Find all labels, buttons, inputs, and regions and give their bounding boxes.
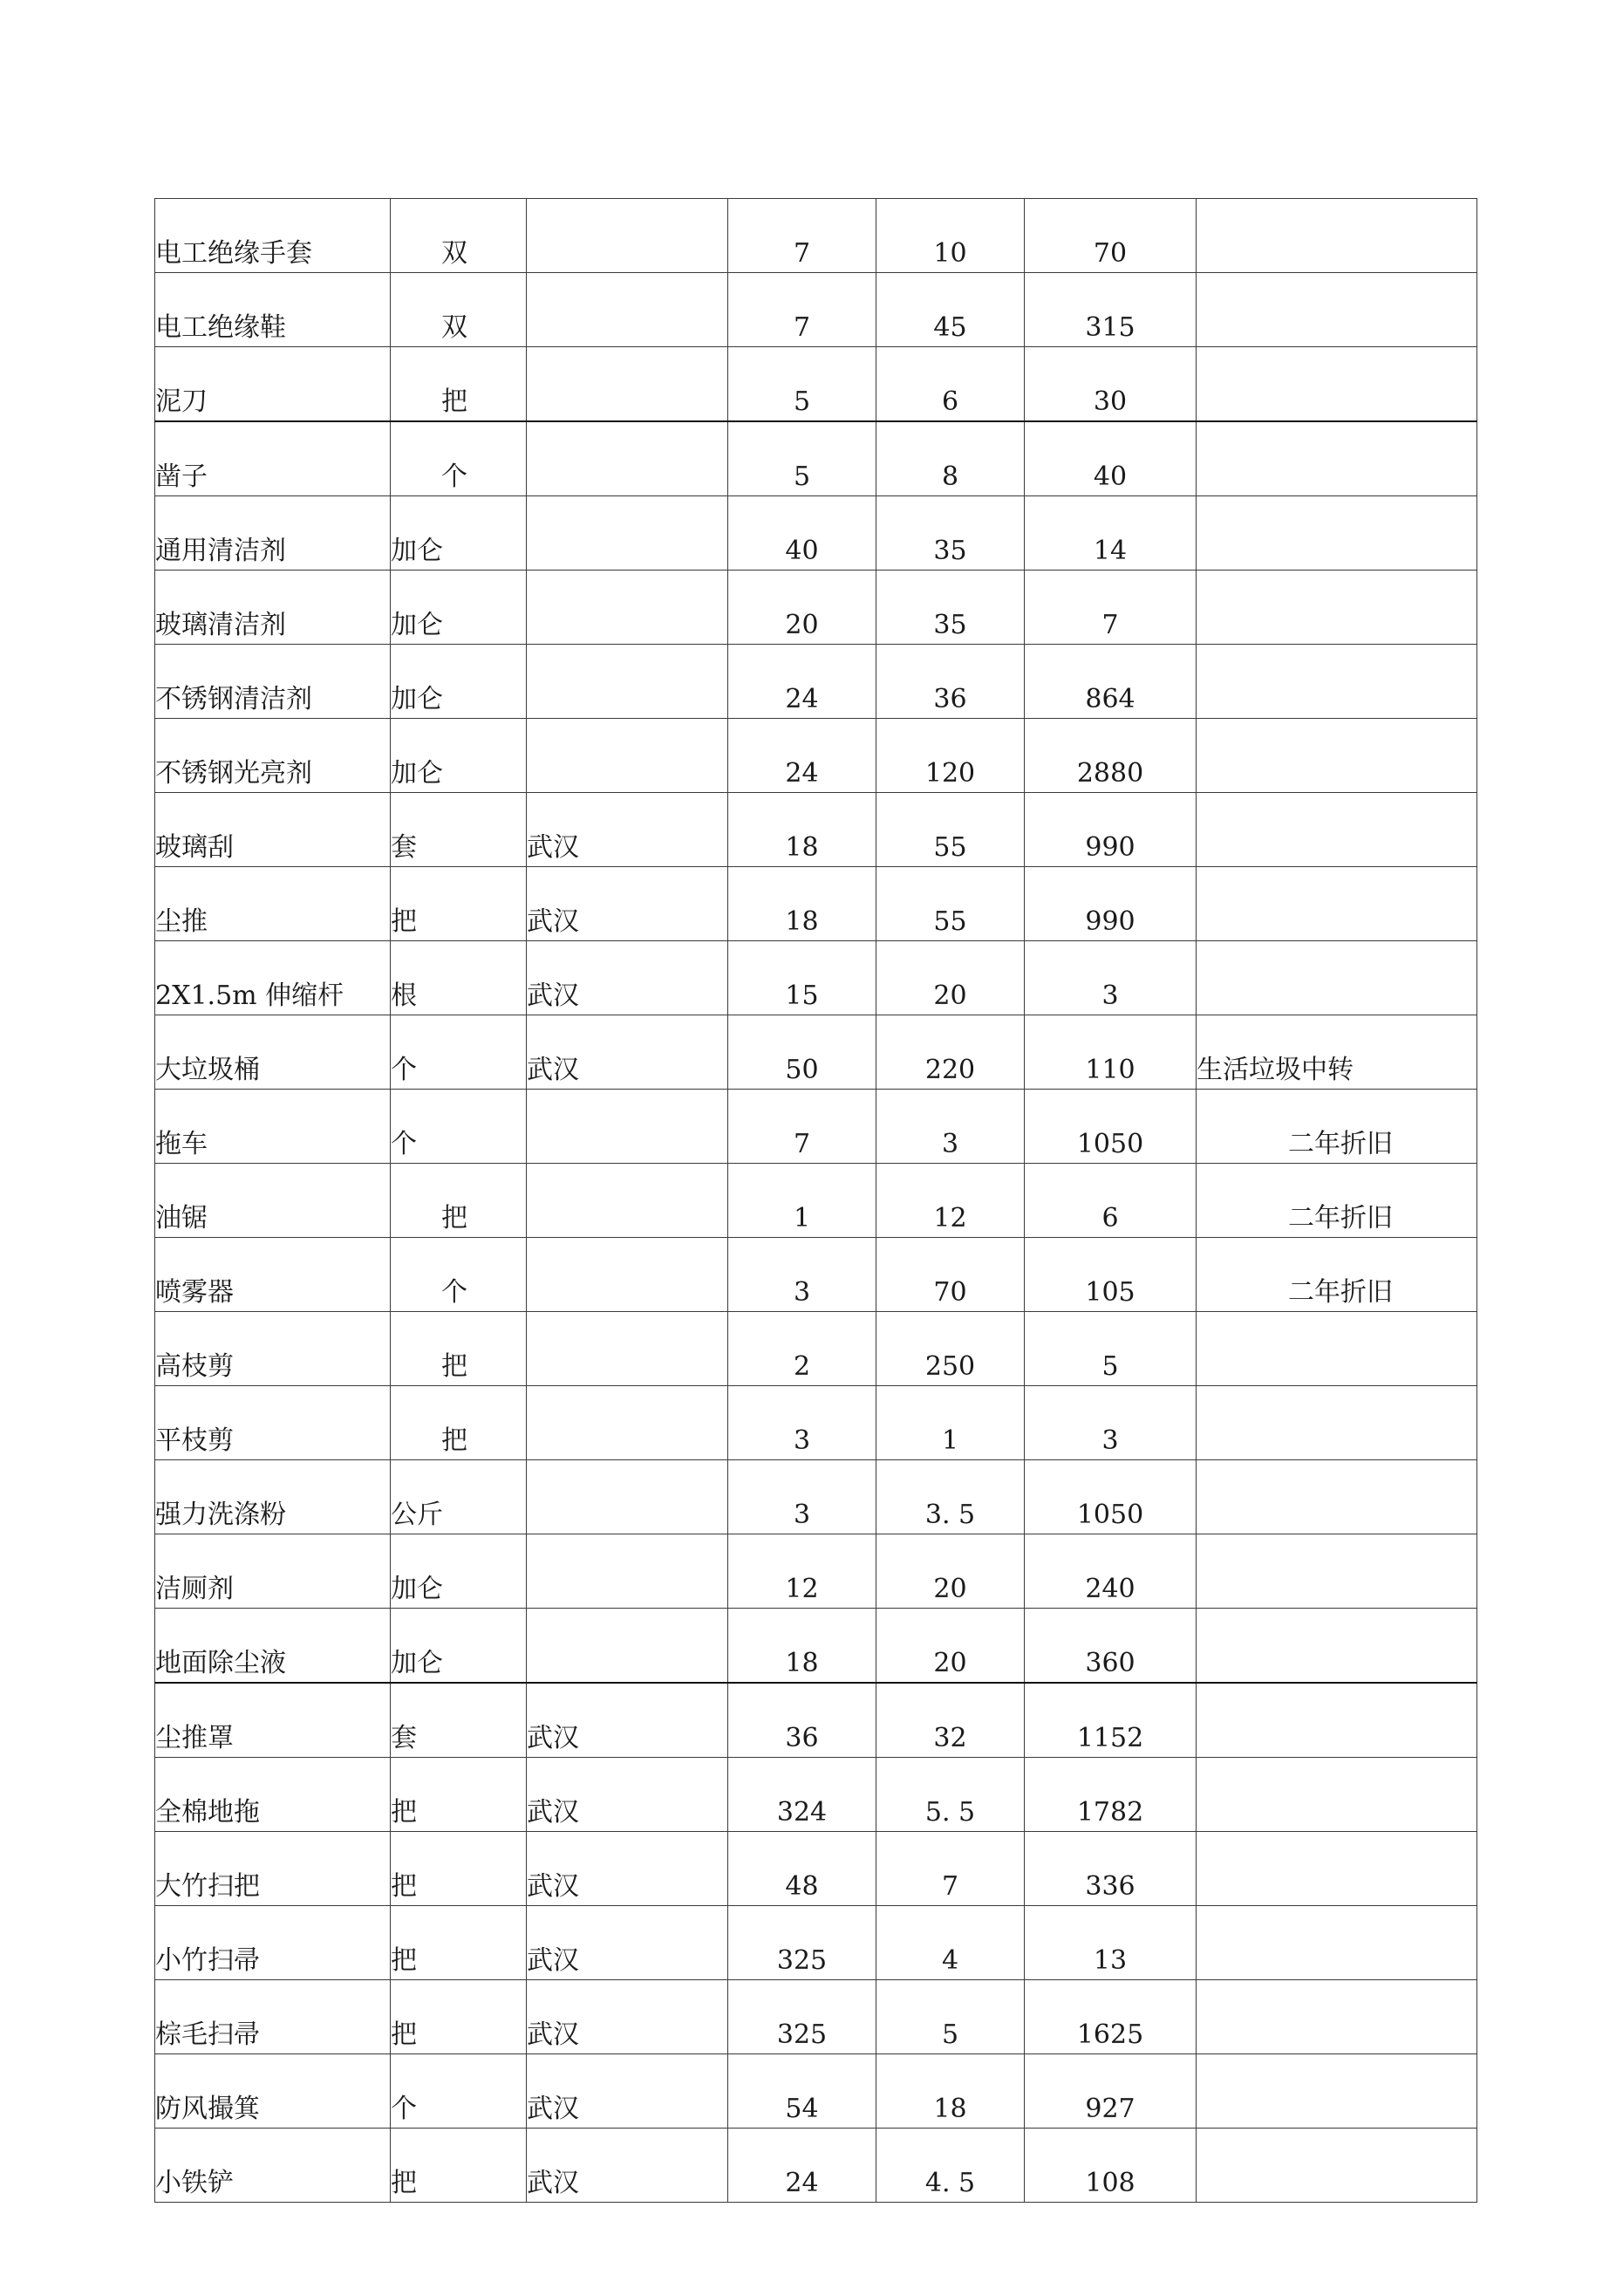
total-cell: 110 (1025, 1015, 1197, 1090)
item-name-cell: 尘推 (155, 867, 391, 941)
quantity-cell: 3 (728, 1460, 876, 1534)
unit-cell: 把 (391, 867, 527, 941)
unit-price-cell: 20 (876, 1609, 1025, 1684)
origin-cell (527, 199, 728, 273)
origin-cell (527, 1386, 728, 1460)
table-row (155, 1238, 1477, 1312)
unit-price-cell: 7 (876, 1832, 1025, 1906)
table-row (155, 1683, 1477, 1758)
quantity-cell: 18 (728, 1609, 876, 1684)
quantity-cell: 324 (728, 1758, 876, 1832)
unit-price-cell: 55 (876, 793, 1025, 867)
quantity-cell: 18 (728, 793, 876, 867)
remark-cell: 二年折旧 (1197, 1164, 1477, 1238)
unit-price-cell: 6 (876, 347, 1025, 422)
equipment-table (154, 198, 1477, 2203)
item-name-cell: 全棉地拖 (155, 1758, 391, 1832)
origin-cell (527, 571, 728, 645)
unit-cell: 加仑 (391, 719, 527, 793)
unit-price-cell: 220 (876, 1015, 1025, 1090)
unit-cell: 加仑 (391, 645, 527, 719)
item-name-cell: 小竹扫帚 (155, 1906, 391, 1980)
quantity-cell: 325 (728, 1980, 876, 2054)
table-body (155, 199, 1477, 2203)
table-row (155, 1980, 1477, 2054)
total-cell: 40 (1025, 421, 1197, 496)
table-row (155, 1386, 1477, 1460)
table-row (155, 2129, 1477, 2203)
quantity-cell: 12 (728, 1534, 876, 1609)
unit-cell: 根 (391, 941, 527, 1015)
total-cell: 1782 (1025, 1758, 1197, 1832)
unit-price-cell: 32 (876, 1683, 1025, 1758)
total-cell: 1050 (1025, 1090, 1197, 1164)
table-row (155, 496, 1477, 571)
total-cell: 927 (1025, 2054, 1197, 2129)
unit-price-cell: 120 (876, 719, 1025, 793)
quantity-cell: 40 (728, 496, 876, 571)
unit-price-cell: 5. 5 (876, 1758, 1025, 1832)
table-row (155, 1164, 1477, 1238)
total-cell: 14 (1025, 496, 1197, 571)
remark-cell (1197, 1460, 1477, 1534)
item-name-cell: 尘推罩 (155, 1683, 391, 1758)
remark-cell: 生活垃圾中转 (1197, 1015, 1477, 1090)
item-name-cell: 不锈钢光亮剂 (155, 719, 391, 793)
unit-price-cell: 3 (876, 1090, 1025, 1164)
remark-cell (1197, 421, 1477, 496)
total-cell: 315 (1025, 273, 1197, 347)
item-name-cell: 平枝剪 (155, 1386, 391, 1460)
item-name-cell: 强力洗涤粉 (155, 1460, 391, 1534)
unit-price-cell: 12 (876, 1164, 1025, 1238)
table-row (155, 867, 1477, 941)
origin-cell (527, 1609, 728, 1684)
origin-cell (527, 645, 728, 719)
remark-cell (1197, 1980, 1477, 2054)
unit-cell: 个 (391, 421, 527, 496)
table-row (155, 1312, 1477, 1386)
quantity-cell: 48 (728, 1832, 876, 1906)
remark-cell (1197, 2054, 1477, 2129)
table-row (155, 2054, 1477, 2129)
origin-cell (527, 1460, 728, 1534)
quantity-cell: 3 (728, 1386, 876, 1460)
unit-cell: 套 (391, 793, 527, 867)
remark-cell (1197, 867, 1477, 941)
origin-cell: 武汉 (527, 1758, 728, 1832)
item-name-cell: 防风撮箕 (155, 2054, 391, 2129)
total-cell: 105 (1025, 1238, 1197, 1312)
unit-cell: 双 (391, 273, 527, 347)
quantity-cell: 54 (728, 2054, 876, 2129)
table-row (155, 1460, 1477, 1534)
unit-price-cell: 10 (876, 199, 1025, 273)
unit-price-cell: 20 (876, 1534, 1025, 1609)
quantity-cell: 5 (728, 421, 876, 496)
item-name-cell: 大垃圾桶 (155, 1015, 391, 1090)
origin-cell: 武汉 (527, 1906, 728, 1980)
table-row (155, 645, 1477, 719)
remark-cell (1197, 645, 1477, 719)
unit-cell: 个 (391, 1090, 527, 1164)
total-cell: 360 (1025, 1609, 1197, 1684)
table-row (155, 793, 1477, 867)
quantity-cell: 2 (728, 1312, 876, 1386)
remark-cell: 二年折旧 (1197, 1090, 1477, 1164)
origin-cell (527, 1090, 728, 1164)
total-cell: 13 (1025, 1906, 1197, 1980)
unit-price-cell: 55 (876, 867, 1025, 941)
item-name-cell: 泥刀 (155, 347, 391, 422)
quantity-cell: 18 (728, 867, 876, 941)
remark-cell (1197, 496, 1477, 571)
total-cell: 3 (1025, 1386, 1197, 1460)
unit-price-cell: 20 (876, 941, 1025, 1015)
table-row (155, 273, 1477, 347)
item-name-cell: 大竹扫把 (155, 1832, 391, 1906)
quantity-cell: 7 (728, 199, 876, 273)
unit-cell: 个 (391, 2054, 527, 2129)
total-cell: 864 (1025, 645, 1197, 719)
remark-cell (1197, 273, 1477, 347)
unit-cell: 把 (391, 1980, 527, 2054)
origin-cell: 武汉 (527, 1015, 728, 1090)
unit-cell: 套 (391, 1683, 527, 1758)
quantity-cell: 7 (728, 1090, 876, 1164)
unit-cell: 公斤 (391, 1460, 527, 1534)
total-cell: 1050 (1025, 1460, 1197, 1534)
unit-cell: 把 (391, 347, 527, 422)
unit-cell: 把 (391, 1164, 527, 1238)
quantity-cell: 50 (728, 1015, 876, 1090)
total-cell: 240 (1025, 1534, 1197, 1609)
unit-cell: 个 (391, 1015, 527, 1090)
item-name-cell: 棕毛扫帚 (155, 1980, 391, 2054)
origin-cell (527, 719, 728, 793)
item-name-cell: 小铁铲 (155, 2129, 391, 2203)
unit-cell: 把 (391, 1832, 527, 1906)
origin-cell (527, 1312, 728, 1386)
unit-price-cell: 5 (876, 1980, 1025, 2054)
item-name-cell: 洁厕剂 (155, 1534, 391, 1609)
origin-cell (527, 496, 728, 571)
quantity-cell: 24 (728, 2129, 876, 2203)
total-cell: 990 (1025, 793, 1197, 867)
item-name-cell: 玻璃清洁剂 (155, 571, 391, 645)
total-cell: 1152 (1025, 1683, 1197, 1758)
item-name-cell: 地面除尘液 (155, 1609, 391, 1684)
item-name-cell: 凿子 (155, 421, 391, 496)
table-row (155, 421, 1477, 496)
quantity-cell: 24 (728, 645, 876, 719)
remark-cell (1197, 1906, 1477, 1980)
item-name-cell: 通用清洁剂 (155, 496, 391, 571)
unit-price-cell: 70 (876, 1238, 1025, 1312)
total-cell: 6 (1025, 1164, 1197, 1238)
unit-price-cell: 8 (876, 421, 1025, 496)
total-cell: 3 (1025, 941, 1197, 1015)
unit-cell: 把 (391, 1758, 527, 1832)
table-row (155, 1906, 1477, 1980)
origin-cell (527, 421, 728, 496)
quantity-cell: 5 (728, 347, 876, 422)
unit-price-cell: 3. 5 (876, 1460, 1025, 1534)
unit-cell: 加仑 (391, 496, 527, 571)
unit-price-cell: 35 (876, 496, 1025, 571)
unit-cell: 把 (391, 1386, 527, 1460)
unit-price-cell: 4 (876, 1906, 1025, 1980)
table-row (155, 1015, 1477, 1090)
origin-cell: 武汉 (527, 1683, 728, 1758)
unit-cell: 把 (391, 1906, 527, 1980)
origin-cell (527, 347, 728, 422)
total-cell: 336 (1025, 1832, 1197, 1906)
table-row (155, 719, 1477, 793)
remark-cell (1197, 1609, 1477, 1684)
quantity-cell: 1 (728, 1164, 876, 1238)
origin-cell (527, 273, 728, 347)
unit-price-cell: 45 (876, 273, 1025, 347)
quantity-cell: 325 (728, 1906, 876, 1980)
origin-cell: 武汉 (527, 793, 728, 867)
unit-price-cell: 250 (876, 1312, 1025, 1386)
origin-cell (527, 1534, 728, 1609)
remark-cell (1197, 199, 1477, 273)
remark-cell (1197, 1312, 1477, 1386)
total-cell: 108 (1025, 2129, 1197, 2203)
unit-cell: 加仑 (391, 1534, 527, 1609)
item-name-cell: 电工绝缘鞋 (155, 273, 391, 347)
remark-cell (1197, 1758, 1477, 1832)
unit-price-cell: 1 (876, 1386, 1025, 1460)
item-name-cell: 电工绝缘手套 (155, 199, 391, 273)
origin-cell: 武汉 (527, 1832, 728, 1906)
item-name-cell: 拖车 (155, 1090, 391, 1164)
remark-cell (1197, 793, 1477, 867)
remark-cell (1197, 1683, 1477, 1758)
table-row (155, 941, 1477, 1015)
origin-cell: 武汉 (527, 1980, 728, 2054)
total-cell: 70 (1025, 199, 1197, 273)
item-name-cell: 喷雾器 (155, 1238, 391, 1312)
remark-cell (1197, 571, 1477, 645)
table-row (155, 1758, 1477, 1832)
item-name-cell: 油锯 (155, 1164, 391, 1238)
table-row (155, 199, 1477, 273)
quantity-cell: 20 (728, 571, 876, 645)
origin-cell (527, 1238, 728, 1312)
origin-cell (527, 1164, 728, 1238)
table-row (155, 571, 1477, 645)
total-cell: 5 (1025, 1312, 1197, 1386)
remark-cell (1197, 1832, 1477, 1906)
unit-cell: 加仑 (391, 1609, 527, 1684)
remark-cell (1197, 347, 1477, 422)
origin-cell: 武汉 (527, 867, 728, 941)
unit-cell: 加仑 (391, 571, 527, 645)
unit-price-cell: 36 (876, 645, 1025, 719)
remark-cell (1197, 719, 1477, 793)
total-cell: 7 (1025, 571, 1197, 645)
remark-cell: 二年折旧 (1197, 1238, 1477, 1312)
unit-cell: 把 (391, 2129, 527, 2203)
unit-cell: 把 (391, 1312, 527, 1386)
origin-cell: 武汉 (527, 941, 728, 1015)
quantity-cell: 36 (728, 1683, 876, 1758)
unit-price-cell: 4. 5 (876, 2129, 1025, 2203)
item-name-cell: 玻璃刮 (155, 793, 391, 867)
item-name-cell: 2X1.5m 伸缩杆 (155, 941, 391, 1015)
remark-cell (1197, 1386, 1477, 1460)
unit-price-cell: 18 (876, 2054, 1025, 2129)
total-cell: 2880 (1025, 719, 1197, 793)
origin-cell: 武汉 (527, 2129, 728, 2203)
unit-cell: 双 (391, 199, 527, 273)
remark-cell (1197, 941, 1477, 1015)
total-cell: 990 (1025, 867, 1197, 941)
remark-cell (1197, 2129, 1477, 2203)
quantity-cell: 7 (728, 273, 876, 347)
quantity-cell: 24 (728, 719, 876, 793)
table-row (155, 347, 1477, 422)
item-name-cell: 高枝剪 (155, 1312, 391, 1386)
table-row (155, 1090, 1477, 1164)
total-cell: 30 (1025, 347, 1197, 422)
table-row (155, 1609, 1477, 1684)
quantity-cell: 3 (728, 1238, 876, 1312)
table-row (155, 1832, 1477, 1906)
remark-cell (1197, 1534, 1477, 1609)
quantity-cell: 15 (728, 941, 876, 1015)
total-cell: 1625 (1025, 1980, 1197, 2054)
unit-price-cell: 35 (876, 571, 1025, 645)
unit-cell: 个 (391, 1238, 527, 1312)
origin-cell: 武汉 (527, 2054, 728, 2129)
item-name-cell: 不锈钢清洁剂 (155, 645, 391, 719)
table-row (155, 1534, 1477, 1609)
